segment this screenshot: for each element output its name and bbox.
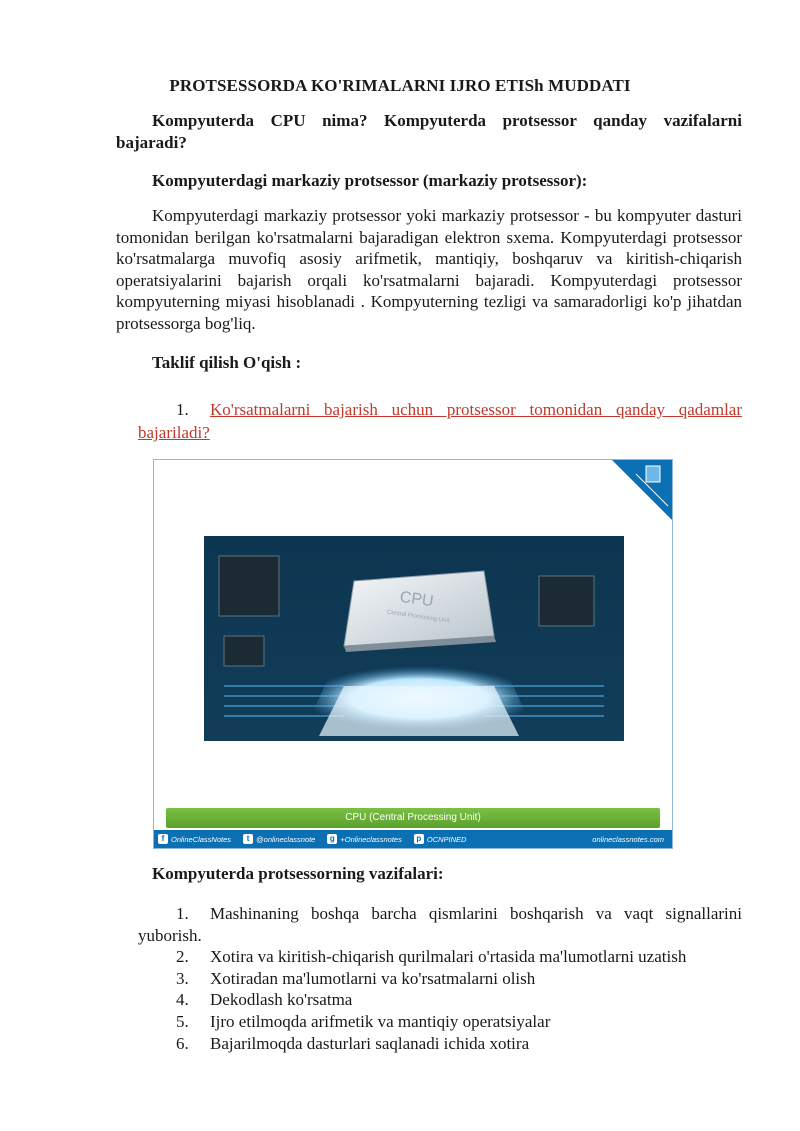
list-item: 6. Bajarilmoqda dasturlari saqlanadi ichida xotira — [176, 1033, 530, 1053]
figure-caption: CPU (Central Processing Unit) — [166, 808, 660, 828]
cpu-heading: Kompyuterdagi markaziy protsessor (markaziy protsessor): — [152, 171, 588, 190]
chip-label: CPU — [398, 588, 435, 611]
list-item: 1. Mashinaning boshqa barcha qismlarini boshqarish va vaqt signallarini yuborish. — [138, 904, 742, 945]
chip-sublabel: Central Processing Unit — [386, 609, 450, 625]
facebook-link: f OnlineClassNotes — [158, 834, 231, 844]
footer-site: onlineclassnotes.com — [592, 834, 664, 844]
figure-footer — [154, 830, 672, 848]
reading-item-number: 1. — [176, 400, 189, 419]
reading-item-link[interactable]: Ko'rsatmalarni bajarish uchun protsessor tomonidan qanday qadamlar bajariladi? — [138, 400, 742, 442]
list-item: 3. Xotiradan ma'lumotlarni va ko'rsatmalarni olish — [176, 968, 536, 988]
question-heading: Kompyuterda CPU nima? Kompyuterda protsessor qanday vazifalarni bajaradi? — [116, 111, 742, 152]
facebook-icon: f — [158, 834, 168, 844]
reading-heading: Taklif qilish O'qish : — [152, 353, 302, 372]
tasks-heading: Kompyuterda protsessorning vazifalari: — [152, 864, 444, 883]
twitter-icon: t — [243, 834, 253, 844]
list-item: 2. Xotira va kiritish-chiqarish qurilmalari o'rtasida ma'lumotlarni uzatish — [176, 947, 687, 967]
pinterest-icon: p — [414, 834, 424, 844]
googleplus-link: g +Onlineclassnotes — [327, 834, 402, 844]
reading-list-item — [138, 398, 742, 444]
cpu-paragraph: Kompyuterdagi markaziy protsessor yoki markaziy protsessor - bu kompyuter dasturi tomonidan berilgan ko'rsatmalarni bajaradigan elektron sxema. Kompyuterdagi protsessor ko'rsatmalarga muvofiq asosiy arifmetik, mantiqiy, boshqaruv va kiritish-chiqarish operatsiyalarini bajarish orqali ko'rsatmalarni bajaradi. Kompyuterdagi protsessor kompyuterning miyasi hisoblanadi . Kompyuterning tezligi va samaradorligi ko'p jihatdan protsessorga bog'liq. — [116, 206, 742, 333]
pinterest-link: p OCNPINED — [414, 834, 467, 844]
twitter-link: t @onlineclassnote — [243, 834, 315, 844]
corner-ribbon-icon — [612, 460, 672, 520]
cpu-chip-image — [204, 536, 624, 741]
tasks-list — [138, 903, 742, 1054]
cpu-figure — [153, 459, 673, 849]
googleplus-icon: g — [327, 834, 337, 844]
list-item: 5. Ijro etilmoqda arifmetik va mantiqiy operatsiyalar — [176, 1011, 551, 1031]
list-item: 4. Dekodlash ko'rsatma — [176, 990, 353, 1010]
document-title: PROTSESSORDA KO'RIMALARNI IJRO ETISh MUDDATI — [169, 76, 631, 95]
